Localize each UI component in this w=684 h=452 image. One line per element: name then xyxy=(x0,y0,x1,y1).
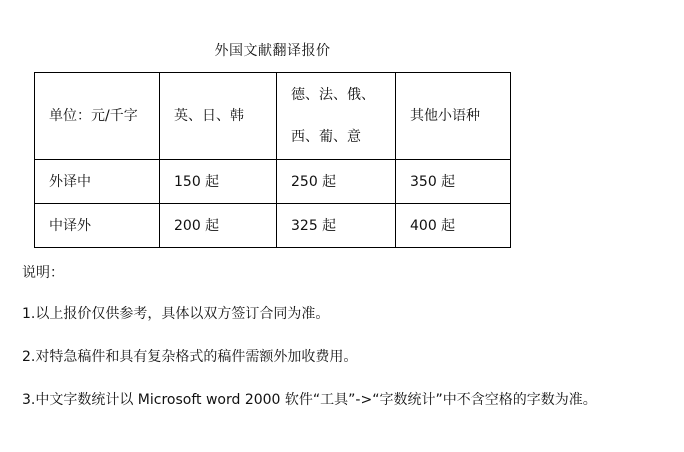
price-cell: 400 起 xyxy=(396,204,511,248)
table-header-row xyxy=(35,73,511,160)
header-group2-cell xyxy=(277,73,396,160)
header-group3-cell: 其他小语种 xyxy=(396,73,511,160)
price-cell: 150 起 xyxy=(160,160,277,204)
note-item: 2.对特急稿件和具有复杂格式的稿件需额外加收费用。 xyxy=(22,349,358,365)
price-table xyxy=(34,72,511,248)
row-label-cell: 外译中 xyxy=(35,160,160,204)
header-group2-line1: 德、法、俄、 xyxy=(291,87,375,103)
note-item: 3.中文字数统计以 Microsoft word 2000 软件“工具”->“字数统计”中不含空格的字数为准。 xyxy=(22,392,597,408)
document-title: 外国文献翻译报价 xyxy=(214,43,331,59)
row-label-cell: 中译外 xyxy=(35,204,160,248)
table-row xyxy=(35,204,511,248)
header-group2-line2: 西、葡、意 xyxy=(291,129,361,145)
price-cell: 325 起 xyxy=(277,204,396,248)
notes-label: 说明： xyxy=(22,265,64,281)
note-item: 1.以上报价仅供参考，具体以双方签订合同为准。 xyxy=(22,306,330,322)
price-cell: 200 起 xyxy=(160,204,277,248)
price-cell: 250 起 xyxy=(277,160,396,204)
header-unit-cell: 单位：元/千字 xyxy=(35,73,160,160)
price-cell: 350 起 xyxy=(396,160,511,204)
table-row xyxy=(35,160,511,204)
header-group1-cell: 英、日、韩 xyxy=(160,73,277,160)
